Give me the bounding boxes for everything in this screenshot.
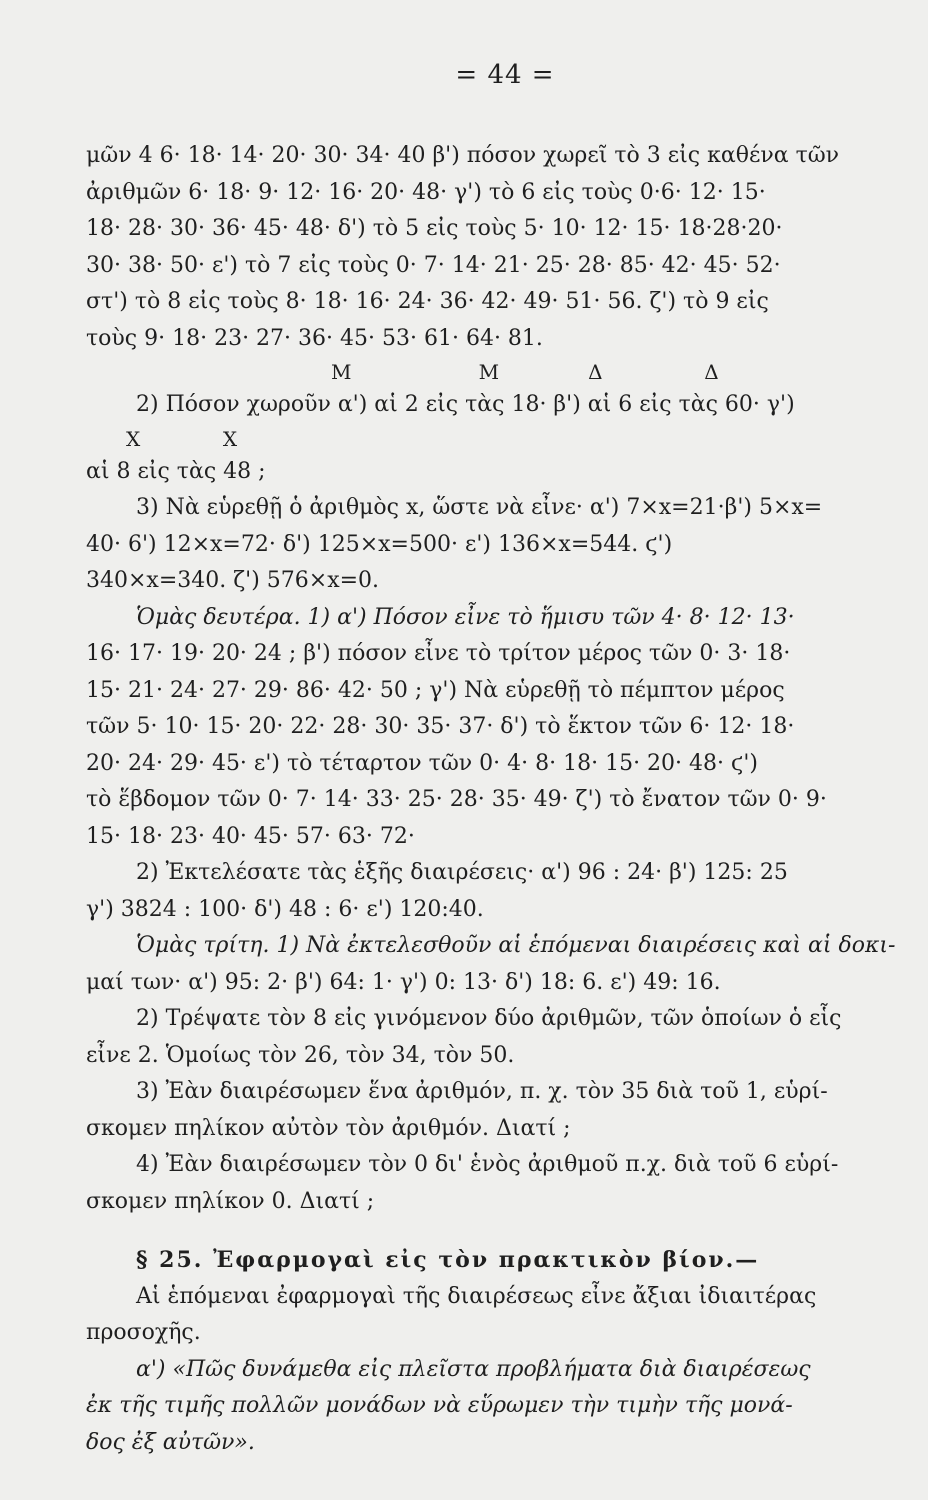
unit-markers-line: X X <box>126 426 238 451</box>
quoted-question-line: δος ἐξ αὐτῶν». <box>86 1429 255 1455</box>
text-line: στ') τὸ 8 εἰς τοὺς 8· 18· 16· 24· 36· 42· 49· 51· 56. ζ') τὸ 9 εἰς <box>86 289 769 314</box>
exercise-block <box>86 138 906 1461</box>
text-line: ἀριθμῶν 6· 18· 9· 12· 16· 20· 48· γ') τὸ 6 εἰς τοὺς 0·6· 12· 15· <box>86 179 766 205</box>
text-line: 15· 21· 24· 27· 29· 86· 42· 50 ; γ') Νὰ εὑρεθῇ τὸ πέμπτον μέρος <box>86 677 785 703</box>
text-line: σκομεν πηλίκον 0. Διατί ; <box>86 1188 375 1214</box>
text-line: 18· 28· 30· 36· 45· 48· δ') τὸ 5 εἰς τοὺς 5· 10· 12· 15· 18·28·20· <box>86 216 783 241</box>
text-line: μαί των· α') 95: 2· β') 64: 1· γ') 0: 13· δ') 18: 6. ε') 49: 16. <box>86 969 721 995</box>
text-line: γ') 3824 : 100· δ') 48 : 6· ε') 120:40. <box>86 896 484 922</box>
text-line: τῶν 5· 10· 15· 20· 22· 28· 30· 35· 37· δ') τὸ ἕκτον τῶν 6· 12· 18· <box>86 714 795 739</box>
text-line: μῶν 4 6· 18· 14· 20· 30· 34· 40 β') πόσον χωρεῖ τὸ 3 εἰς καθένα τῶν <box>86 143 840 168</box>
quoted-question-line: α') «Πῶς δυνάμεθα εἰς πλεῖστα προβλήματα διὰ διαιρέσεως <box>136 1356 811 1382</box>
quoted-question-line: ἐκ τῆς τιμῆς πολλῶν μονάδων νὰ εὕρωμεν τὴν τιμὴν τῆς μονά- <box>86 1393 793 1418</box>
text-line: αἱ 8 εἰς τὰς 48 ; <box>86 458 266 484</box>
text-line: σκομεν πηλίκον αὐτὸν τὸν ἀριθμόν. Διατί ; <box>86 1115 571 1141</box>
text-line: προσοχῆς. <box>86 1320 201 1345</box>
text-line: 3) Νὰ εὑρεθῇ ὁ ἀριθμὸς x, ὥστε νὰ εἶνε· α') 7×x=21·β') 5×x= <box>136 495 823 520</box>
text-line: 340×x=340. ζ') 576×x=0. <box>86 568 380 593</box>
text-line: 30· 38· 50· ε') τὸ 7 εἰς τοὺς 0· 7· 14· 21· 25· 28· 85· 42· 45· 52· <box>86 252 781 278</box>
text-line: 15· 18· 23· 40· 45· 57· 63· 72· <box>86 823 415 849</box>
text-line: 2) Ἐκτελέσατε τὰς ἑξῆς διαιρέσεις· α') 96 : 24· β') 125: 25 <box>136 860 788 885</box>
text-line: 2) Πόσον χωροῦν α') αἱ 2 εἰς τὰς 18· β') αἱ 6 εἰς τὰς 60· γ') <box>136 392 795 417</box>
unit-markers-line: M M Δ Δ <box>331 360 719 384</box>
page-number: = 44 = <box>455 60 555 90</box>
group-heading-line: Ὁμὰς τρίτη. 1) Νὰ ἐκτελεσθοῦν αἱ ἑπόμεναι διαιρέσεις καὶ αἱ δοκι- <box>136 933 896 958</box>
group-heading-line: Ὁμὰς δευτέρα. 1) α') Πόσον εἶνε τὸ ἥμισυ τῶν 4· 8· 12· 13· <box>136 604 795 630</box>
text-line: 2) Τρέψατε τὸν 8 εἰς γινόμενον δύο ἀριθμῶν, τῶν ὁποίων ὁ εἷς <box>136 1006 842 1031</box>
text-line: εἶνε 2. Ὁμοίως τὸν 26, τὸν 34, τὸν 50. <box>86 1042 515 1068</box>
text-line: Αἱ ἑπόμεναι ἐφαρμογαὶ τῆς διαιρέσεως εἶνε ἄξιαι ἰδιαιτέρας <box>136 1283 817 1309</box>
text-line: 40· 6') 12×x=72· δ') 125×x=500· ε') 136×x=544. ϛ') <box>86 531 673 557</box>
text-line: 16· 17· 19· 20· 24 ; β') πόσον εἶνε τὸ τρίτον μέρος τῶν 0· 3· 18· <box>86 641 791 666</box>
text-line: τοὺς 9· 18· 23· 27· 36· 45· 53· 61· 64· 81. <box>86 325 543 351</box>
text-line: 20· 24· 29· 45· ε') τὸ τέταρτον τῶν 0· 4· 8· 18· 15· 20· 48· ϛ') <box>86 750 758 776</box>
text-line: τὸ ἕβδομον τῶν 0· 7· 14· 33· 25· 28· 35· 49· ζ') τὸ ἔνατον τῶν 0· 9· <box>86 787 827 812</box>
text-line: 3) Ἐὰν διαιρέσωμεν ἕνα ἀριθμόν, π. χ. τὸν 35 διὰ τοῦ 1, εὑρί- <box>136 1079 828 1104</box>
section-gap <box>86 1220 906 1242</box>
section-heading: § 25. Ἐφαρμογαὶ εἰς τὸν πρακτικὸν βίον.— <box>136 1247 760 1273</box>
text-line: 4) Ἐὰν διαιρέσωμεν τὸν 0 δι' ἑνὸς ἀριθμοῦ π.χ. διὰ τοῦ 6 εὑρί- <box>136 1152 839 1177</box>
